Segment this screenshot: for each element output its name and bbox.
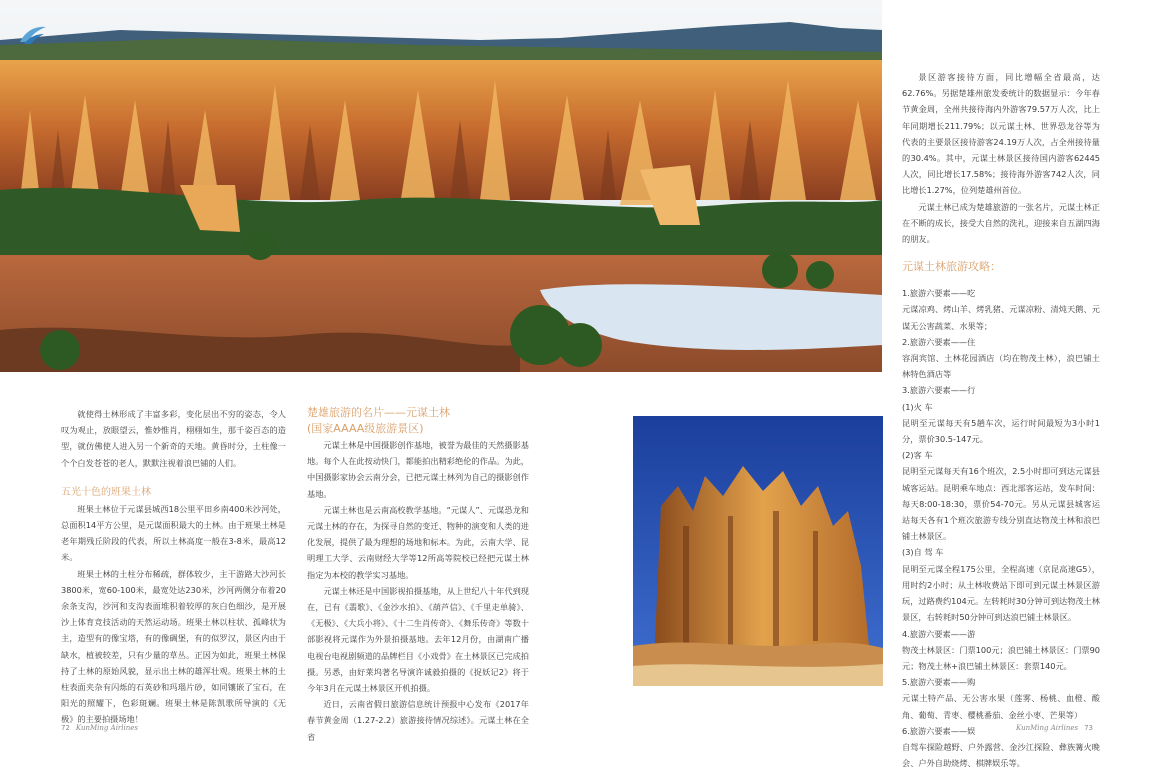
guide-line: (1)火 车 <box>902 401 933 412</box>
guide-line: 元谋土特产品、无公害水果（莲雾、杨桃、血橙、酸角、葡萄、青枣、樱桃番茄、金丝小枣、芒果等） <box>902 693 1100 720</box>
guide-line: 3.旅游六要素——行 <box>902 385 976 396</box>
body-paragraph: 班果土林的土柱分布稀疏，群体较少，主干游路大沙河长3800米，宽60-100米，最宽处达230米，沙河两侧分布着20余条支沟，沙河和支沟表面堆积着较厚的灰白色细沙，是开展沙上体育竞技活动的天然运动场。班果土林以柱状、孤峰状为主，造型有的像宝塔，有的像碉堡，有的似罗汉，景区内由于缺水，植被较差，只有少量的草丛。正因为如此，班果土林保持了土林的原始风貌，显示出土林的雄浑壮观。班果土林的土柱表面夹杂有闪烁的石英砂和玛瑙片砂，如同镶嵌了宝石，在阳光的照耀下，色彩斑斓。班果土林是陈凯歌所导演的《无极》的主要拍摄场地！ <box>61 568 286 725</box>
guide-line: 6.旅游六要素——娱 <box>902 725 976 736</box>
left-column-text <box>61 406 286 728</box>
guide-line: 物茂土林景区：门票100元；浪巴铺土林景区：门票90元；物茂土林+浪巴铺土林景区：套票140元。 <box>902 644 1100 671</box>
guide-line: (3)自 驾 车 <box>902 547 944 558</box>
guide-heading: 元谋土林旅游攻略： <box>902 260 1001 274</box>
earth-pillar-photo <box>633 416 883 686</box>
guide-line: 1.旅游六要素——吃 <box>902 288 976 299</box>
guide-line: 自驾车探险越野、户外露营、金沙江探险、彝族篝火晚会、户外自助烧烤、棋牌娱乐等。 <box>902 741 1100 769</box>
earth-forest-panorama-photo <box>0 0 882 372</box>
body-paragraph: 元谋土林也是云南高校教学基地。“元谋人”、元谋恐龙和元谋土林的存在，为探寻自然的变迁、物种的演变和人类的进化发展，提供了最为理想的场地和标本。为此，云南大学、昆明理工大学、云南财经大学等12所高等院校已经把元谋土林指定为本校的教学实习基地。 <box>307 504 529 580</box>
article-title: 楚雄旅游的名片——元谋土林 <box>307 406 450 419</box>
guide-line: 2.旅游六要素——住 <box>902 336 976 347</box>
page-number-right: 73 <box>1084 724 1093 732</box>
body-paragraph: 就使得土林形成了丰富多彩，变化层出不穷的姿态，令人叹为观止，放眼望云，惟妙惟肖，栩栩如生，那千姿百态的造型，就仿佛使人进入另一个新奇的天地。黄昏时分，土柱像一个个白发苍苍的老人，默默注视着浪巴铺的人们。 <box>61 409 286 468</box>
body-paragraph: 景区游客接待方面，同比增幅全省最高，达62.76%。另据楚雄州旅发委统计的数据显示：今年春节黄金周，全州共接待海内外游客79.57万人次，比上年同期增长211.79%；以元谋土林、世界恐龙谷等为代表的主要景区接待游客24.19万人次，占全州接待量的30.4%。其中，元谋土林景区接待国内游客62445人次，同比增长17.58%；接待海外游客742人次，同比增长1.27%，位列楚雄州首位。 <box>902 72 1100 196</box>
guide-line: 5.旅游六要素——购 <box>902 677 976 688</box>
guide-line: 昆明至元谋每天有5趟车次，运行时间最短为3小时1分，票价30.5-147元。 <box>902 417 1100 445</box>
page-number-left: 72 <box>61 724 70 732</box>
body-paragraph: 元谋土林是中国摄影创作基地，被誉为最佳的天然摄影基地。每个人在此按动快门，都能拍出精彩绝伦的作品。为此，中国摄影家协会云南分会，已把元谋土林列为自己的摄影创作基地。 <box>307 440 529 499</box>
right-column-text <box>902 69 1100 771</box>
guide-line: 4.旅游六要素——游 <box>902 628 976 639</box>
page-footer-right <box>1010 724 1093 732</box>
middle-column-text <box>307 405 529 745</box>
guide-line: 昆明至元谋每天有16个班次，2.5小时即可到达元谋县城客运站。昆明乘车地点：西北部客运站，发车时间：每天8:00-18:30，票价54-70元。另从元谋县城客运站每天各有1个班次旅游专线分别直达物茂土林和浪巴铺土林景区。 <box>902 466 1100 542</box>
guide-line: 昆明至元谋全程175公里，全程高速（京昆高速G5），用时约2小时；从土林收费站下即可到元谋土林景区游玩，过路费约104元。左转耗时30分钟可到达物茂土林景区，右转耗时50分钟可到达浪巴铺土林景区。 <box>902 563 1100 623</box>
section-heading: 五光十色的班果土林 <box>61 486 151 498</box>
body-paragraph: 近日，云南省假日旅游信息统计预报中心发布《2017年春节黄金周（1.27-2.2）旅游接待情况综述》。元谋土林在全省 <box>307 699 529 742</box>
guide-line: 元谋凉鸡、烤山羊、烤乳猪、元谋凉粉、清炖天鹅、元谋无公害蔬菜、水果等； <box>902 304 1100 331</box>
magazine-name: KunMing Airlines <box>1016 724 1079 732</box>
guide-line: (2)客 车 <box>902 450 933 461</box>
body-paragraph: 元谋土林已成为楚雄旅游的一张名片，元谋土林正在不断的成长，接受大自然的洗礼，迎接来自五湖四海的朋友。 <box>902 201 1100 245</box>
guide-line: 容润宾馆、土林花园酒店（均在物茂土林），浪巴铺土林特色酒店等 <box>902 353 1100 380</box>
body-paragraph: 元谋土林还是中国影视拍摄基地，从上世纪八十年代到现在，已有《翡歌》、《金沙水拍》、《葫芦信》、《千里走单骑》、《无极》、《大兵小将》、《十二生肖传奇》、《舞乐传奇》等数十部影视将元谋作为外景拍摄基地。去年12月份，由湖南广播电视台电视剧频道的品牌栏目《小戏骨》在土林景区已完成拍摄。另悉，由好莱坞著名导演许诚毅拍摄的《捉妖记2》将于今年3月在元谋土林景区开机拍摄。 <box>307 585 529 694</box>
magazine-name: KunMing Airlines <box>75 724 138 732</box>
travel-guide-list <box>902 285 1100 771</box>
airline-bird-logo-icon <box>18 24 48 46</box>
page-footer-left <box>61 724 144 732</box>
article-subtitle: (国家AAAA级旅游景区) <box>307 422 424 435</box>
body-paragraph: 班果土林位于元谋县城西18公里平田乡南400米沙河处，总面积14平方公里，是元谋面积最大的土林。由于班果土林是老年期残丘阶段的代表，所以土林高度一般在3-8米，最高12米。 <box>61 503 286 563</box>
